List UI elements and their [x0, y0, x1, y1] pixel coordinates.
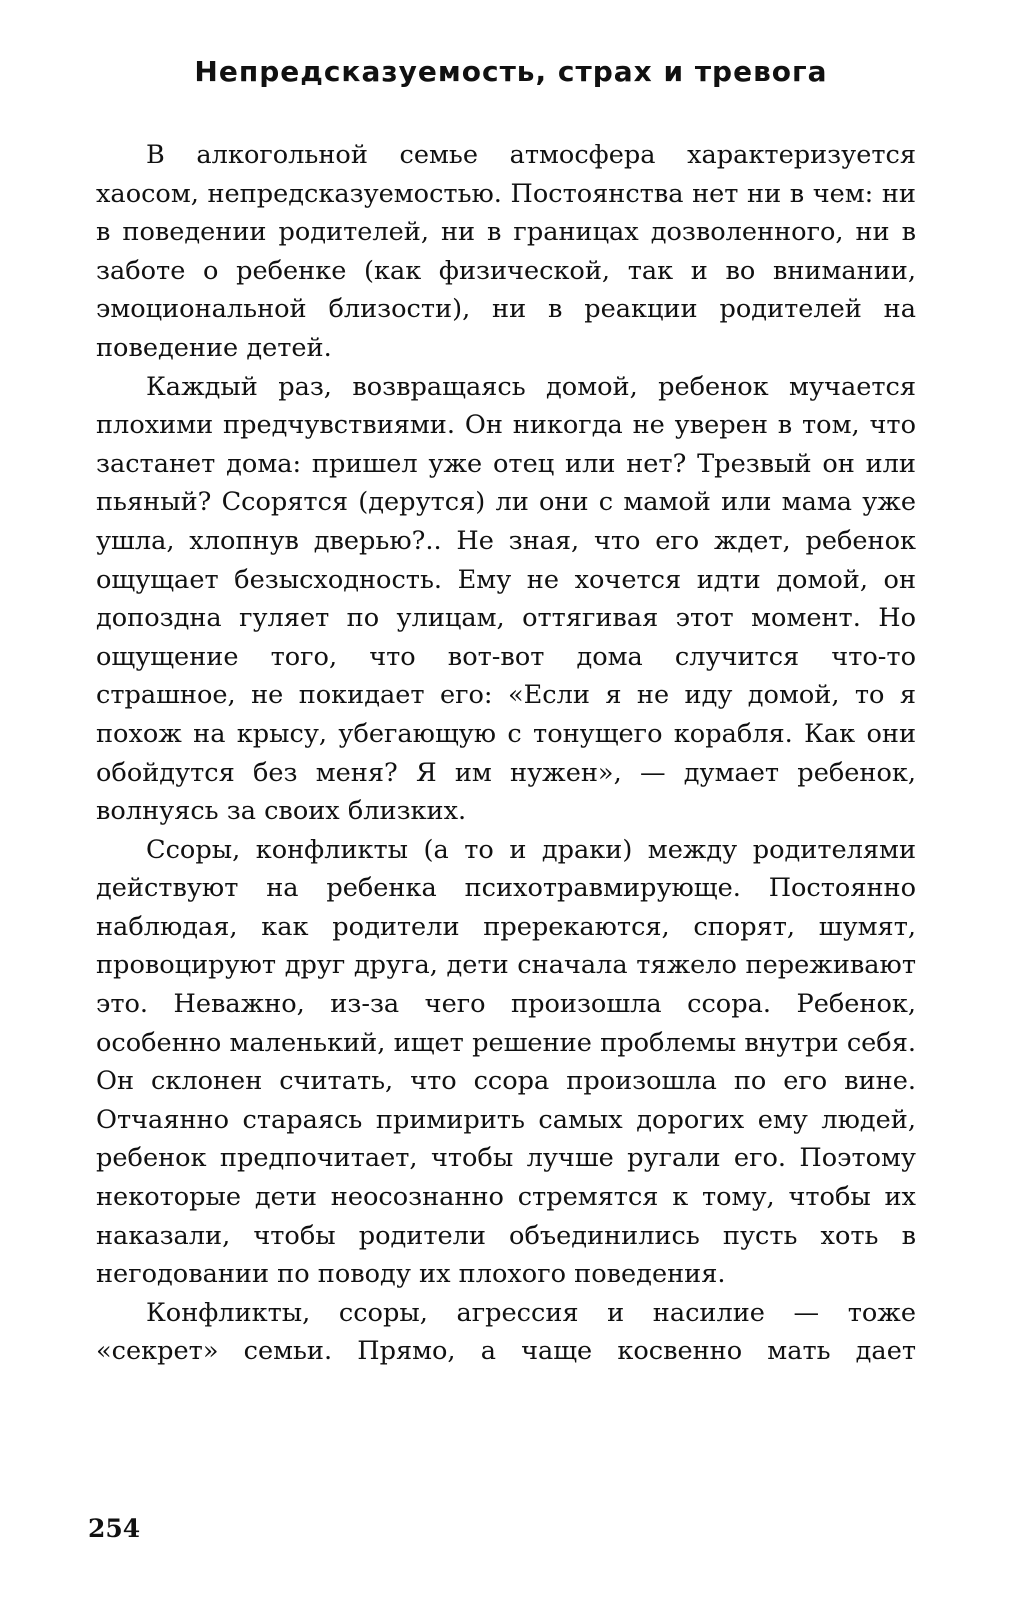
- section-title: Непредсказуемость, страх и тревога: [194, 55, 828, 88]
- paragraph-3: Ссоры, конфликты (а то и драки) между родителями действуют на ребенка психотравмирующе. Постоянно наблюдая, как родители пререкаются, спорят, шумят, провоцируют друг друга, дети сначала тяжело переживают это. Неважно, из-за чего произошла ссора. Ребенок, особенно маленький, ищет решение проблемы внутри себя. Он склонен считать, что ссора произошла по его вине. Отчаянно стараясь примирить самых дорогих ему людей, ребенок предпочитает, чтобы лучше ругали его. Поэтому некоторые дети неосознанно стремятся к тому, чтобы их наказали, чтобы родители объединились пусть хоть в негодовании по поводу их плохого поведения.: [96, 834, 916, 1290]
- paragraph-1: В алкогольной семье атмосфера характеризуется хаосом, непредсказуемостью. Постоянства нет ни в чем: ни в поведении родителей, ни в границах дозволенного, ни в заботе о ребенке (как физической, так и во внимании, эмоциональной близости), ни в реакции родителей на поведение детей.: [96, 140, 916, 363]
- body-text: [96, 136, 916, 1371]
- page-number: 254: [88, 1514, 141, 1543]
- paragraph-2: Каждый раз, возвращаясь домой, ребенок мучается плохими предчувствиями. Он никогда не уверен в том, что застанет дома: пришел уже отец или нет? Трезвый он или пьяный? Ссорятся (дерутся) ли они с мамой или мама уже ушла, хлопнув дверью?.. Не зная, что его ждет, ребенок ощущает безысходность. Ему не хочется идти домой, он допоздна гуляет по улицам, оттягивая этот момент. Но ощущение того, что вот-вот дома случится что-то страшное, не покидает его: «Если я не иду домой, то я похож на крысу, убегающую с тонущего корабля. Как они обойдутся без меня? Я им нужен», — думает ребенок, волнуясь за своих близких.: [96, 371, 916, 827]
- paragraph-4: Конфликты, ссоры, агрессия и насилие — тоже «секрет» семьи. Прямо, а чаще косвенно мать дает: [96, 1297, 916, 1367]
